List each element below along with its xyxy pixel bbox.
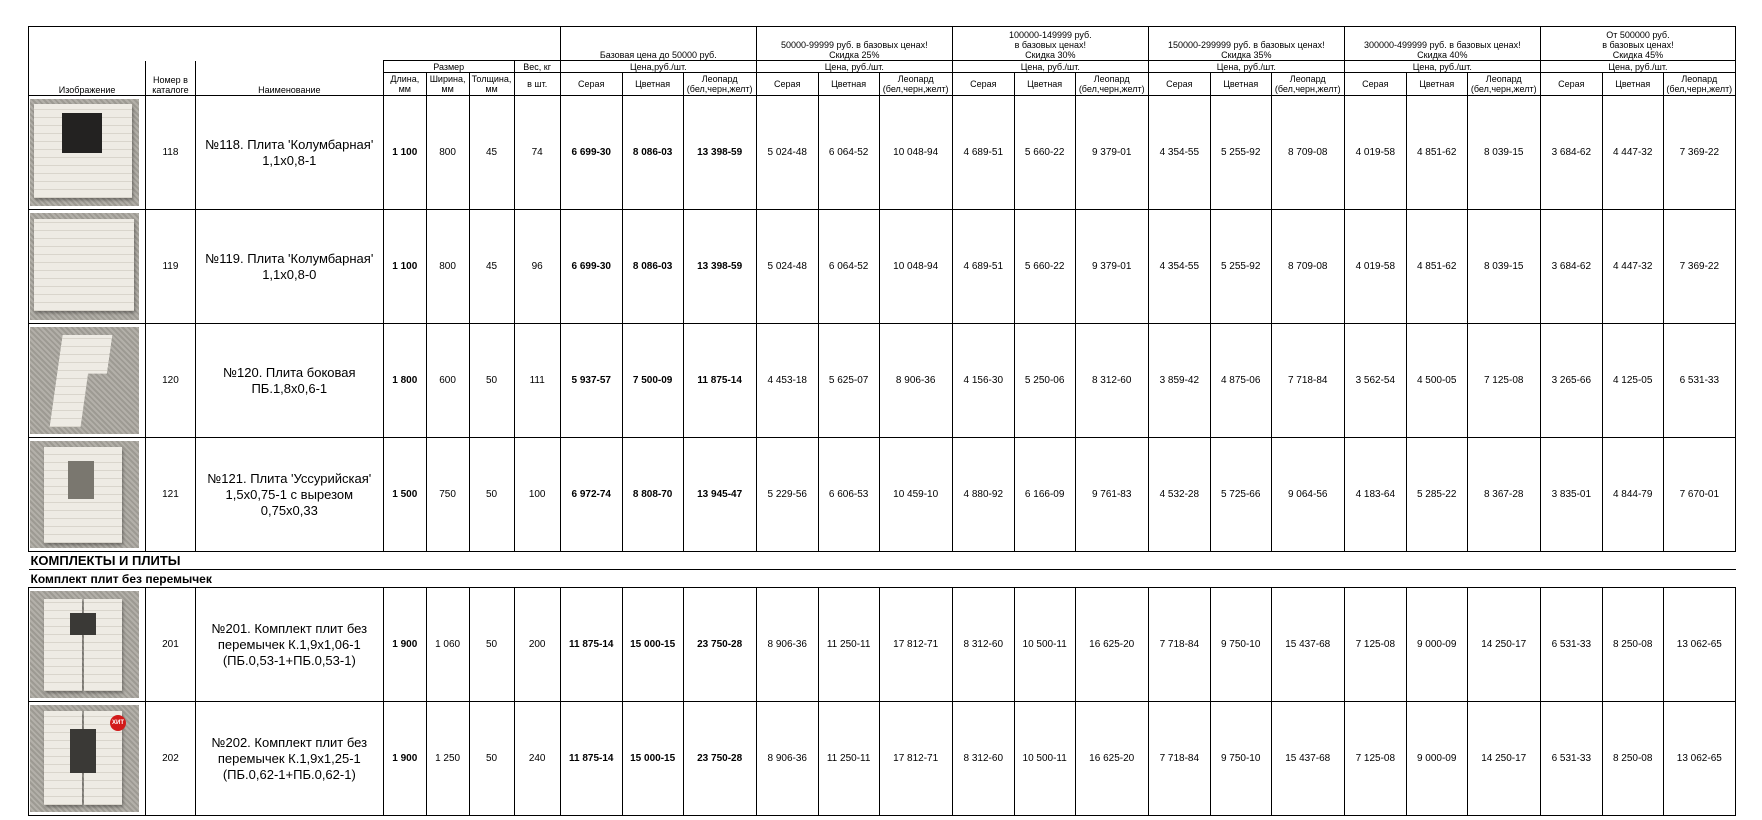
- price-cell: 5 937-57: [560, 324, 622, 438]
- price-cell: 13 945-47: [683, 438, 756, 552]
- col-leopard-header: Леопард (бел,черн,желт): [683, 73, 756, 96]
- price-cell: 3 684-62: [1540, 210, 1602, 324]
- thickness-value: 45: [469, 210, 514, 324]
- thickness-value: 50: [469, 324, 514, 438]
- price-table-wrapper: [28, 26, 1736, 816]
- price-cell: 4 689-51: [952, 96, 1014, 210]
- price-cell: 3 562-54: [1344, 324, 1406, 438]
- catalog-number: 118: [146, 96, 196, 210]
- width-value: 800: [426, 96, 469, 210]
- price-cell: 11 875-14: [683, 324, 756, 438]
- price-cell: 6 531-33: [1540, 588, 1602, 702]
- price-cell: 4 875-06: [1210, 324, 1271, 438]
- product-image-cell: [29, 588, 146, 702]
- product-image-cell: [29, 210, 146, 324]
- col-grey-header: Серая: [1540, 73, 1602, 96]
- price-cell: 13 062-65: [1663, 588, 1735, 702]
- product-name: №121. Плита 'Уссурийская' 1,5х0,75-1 с вырезом 0,75х0,33: [195, 438, 383, 552]
- price-cell: 8 250-08: [1602, 702, 1663, 816]
- col-color-header: Цветная: [1406, 73, 1467, 96]
- price-cell: 17 812-71: [879, 588, 952, 702]
- slab-with-hole-photo: [30, 99, 139, 206]
- section-row: [29, 570, 1736, 588]
- price-cell: 7 369-22: [1663, 210, 1735, 324]
- price-cell: 8 039-15: [1467, 210, 1540, 324]
- price-cell: 4 689-51: [952, 210, 1014, 324]
- tier-header-35: 150000-299999 руб. в базовых ценах! Скидка 35%: [1148, 27, 1344, 61]
- product-name: №118. Плита 'Колумбарная' 1,1х0,8-1: [195, 96, 383, 210]
- price-cell: 5 250-06: [1014, 324, 1075, 438]
- col-grey-header: Серая: [1344, 73, 1406, 96]
- weight-value: 200: [514, 588, 560, 702]
- price-cell: 7 718-84: [1148, 702, 1210, 816]
- catalog-number: 201: [146, 588, 196, 702]
- price-cell: 7 125-08: [1344, 702, 1406, 816]
- col-grey-header: Серая: [1148, 73, 1210, 96]
- kit-slabs-photo: [30, 591, 139, 698]
- thickness-value: 50: [469, 438, 514, 552]
- price-cell: 11 250-11: [818, 702, 879, 816]
- price-cell: 14 250-17: [1467, 588, 1540, 702]
- length-value: 1 900: [383, 588, 426, 702]
- col-width-header: Ширина, мм: [426, 73, 469, 96]
- price-cell: 9 761-83: [1075, 438, 1148, 552]
- price-cell: 7 500-09: [622, 324, 683, 438]
- price-cell: 4 156-30: [952, 324, 1014, 438]
- price-cell: 5 285-22: [1406, 438, 1467, 552]
- price-cell: 11 875-14: [560, 702, 622, 816]
- price-cell: 10 048-94: [879, 210, 952, 324]
- price-cell: 11 875-14: [560, 588, 622, 702]
- table-row: [29, 702, 1736, 816]
- length-value: 1 900: [383, 702, 426, 816]
- width-value: 1 250: [426, 702, 469, 816]
- price-cell: 9 064-56: [1271, 438, 1344, 552]
- price-cell: 8 039-15: [1467, 96, 1540, 210]
- price-cell: 10 500-11: [1014, 702, 1075, 816]
- price-cell: 6 531-33: [1540, 702, 1602, 816]
- col-name-header: Наименование: [195, 61, 383, 96]
- col-leopard-header: Леопард (бел,черн,желт): [1467, 73, 1540, 96]
- price-cell: 7 125-08: [1467, 324, 1540, 438]
- col-per-piece-header: в шт.: [514, 73, 560, 96]
- price-cell: 5 625-07: [818, 324, 879, 438]
- price-cell: 15 000-15: [622, 588, 683, 702]
- price-cell: 14 250-17: [1467, 702, 1540, 816]
- price-cell: 10 048-94: [879, 96, 952, 210]
- subsection-title: Комплект плит без перемычек: [29, 570, 1736, 588]
- price-cell: 3 684-62: [1540, 96, 1602, 210]
- price-table: [28, 26, 1736, 816]
- catalog-number: 119: [146, 210, 196, 324]
- header-blank: [29, 27, 561, 61]
- price-unit-header: Цена, руб./шт.: [1540, 61, 1735, 73]
- price-cell: 6 064-52: [818, 210, 879, 324]
- price-unit-header: Цена, руб./шт.: [1148, 61, 1344, 73]
- price-cell: 6 699-30: [560, 96, 622, 210]
- col-leopard-header: Леопард (бел,черн,желт): [1075, 73, 1148, 96]
- col-grey-header: Серая: [756, 73, 818, 96]
- price-cell: 5 660-22: [1014, 210, 1075, 324]
- price-cell: 8 906-36: [756, 702, 818, 816]
- price-cell: 8 312-60: [1075, 324, 1148, 438]
- price-cell: 3 859-42: [1148, 324, 1210, 438]
- price-cell: 5 660-22: [1014, 96, 1075, 210]
- price-cell: 7 718-84: [1271, 324, 1344, 438]
- price-cell: 4 532-28: [1148, 438, 1210, 552]
- price-cell: 9 379-01: [1075, 210, 1148, 324]
- price-cell: 16 625-20: [1075, 588, 1148, 702]
- product-image-cell: [29, 702, 146, 816]
- col-catalog-header: Номер в каталоге: [146, 61, 196, 96]
- thickness-value: 50: [469, 702, 514, 816]
- catalog-number: 120: [146, 324, 196, 438]
- table-row: [29, 210, 1736, 324]
- table-body: [29, 96, 1736, 816]
- product-name: №119. Плита 'Колумбарная' 1,1х0,8-0: [195, 210, 383, 324]
- price-cell: 13 062-65: [1663, 702, 1735, 816]
- price-cell: 7 670-01: [1663, 438, 1735, 552]
- thickness-value: 50: [469, 588, 514, 702]
- weight-value: 96: [514, 210, 560, 324]
- price-cell: 4 880-92: [952, 438, 1014, 552]
- price-cell: 9 379-01: [1075, 96, 1148, 210]
- col-thickness-header: Толщина, мм: [469, 73, 514, 96]
- col-image-header: Изображение: [29, 61, 146, 96]
- price-cell: 8 250-08: [1602, 588, 1663, 702]
- price-cell: 11 250-11: [818, 588, 879, 702]
- price-cell: 13 398-59: [683, 96, 756, 210]
- section-row: [29, 552, 1736, 570]
- table-row: [29, 438, 1736, 552]
- col-length-header: Длина, мм: [383, 73, 426, 96]
- width-value: 750: [426, 438, 469, 552]
- tier-header-25: 50000-99999 руб. в базовых ценах! Скидка 25%: [756, 27, 952, 61]
- price-cell: 7 718-84: [1148, 588, 1210, 702]
- price-cell: 4 019-58: [1344, 96, 1406, 210]
- price-cell: 6 699-30: [560, 210, 622, 324]
- width-value: 800: [426, 210, 469, 324]
- price-cell: 5 229-56: [756, 438, 818, 552]
- price-cell: 8 808-70: [622, 438, 683, 552]
- product-name: №120. Плита боковая ПБ.1,8х0,6-1: [195, 324, 383, 438]
- col-color-header: Цветная: [622, 73, 683, 96]
- col-leopard-header: Леопард (бел,черн,желт): [1271, 73, 1344, 96]
- catalog-number: 202: [146, 702, 196, 816]
- tier-header-45: От 500000 руб. в базовых ценах! Скидка 45%: [1540, 27, 1735, 61]
- width-value: 1 060: [426, 588, 469, 702]
- product-image-cell: [29, 438, 146, 552]
- price-cell: 9 750-10: [1210, 702, 1271, 816]
- price-cell: 6 166-09: [1014, 438, 1075, 552]
- price-cell: 8 709-08: [1271, 210, 1344, 324]
- col-color-header: Цветная: [1014, 73, 1075, 96]
- price-cell: 8 906-36: [879, 324, 952, 438]
- width-value: 600: [426, 324, 469, 438]
- price-cell: 23 750-28: [683, 702, 756, 816]
- tier-header-30: 100000-149999 руб. в базовых ценах! Скидка 30%: [952, 27, 1148, 61]
- product-image-cell: [29, 324, 146, 438]
- hit-badge: ХИТ: [110, 715, 126, 731]
- price-cell: 4 019-58: [1344, 210, 1406, 324]
- length-value: 1 800: [383, 324, 426, 438]
- col-color-header: Цветная: [818, 73, 879, 96]
- kit-slabs-hole-photo: [30, 705, 139, 812]
- price-cell: 16 625-20: [1075, 702, 1148, 816]
- slab-with-cutout-photo: [30, 441, 139, 548]
- price-cell: 4 453-18: [756, 324, 818, 438]
- price-cell: 8 312-60: [952, 588, 1014, 702]
- price-cell: 5 725-66: [1210, 438, 1271, 552]
- price-cell: 8 906-36: [756, 588, 818, 702]
- price-cell: 5 255-92: [1210, 96, 1271, 210]
- weight-value: 74: [514, 96, 560, 210]
- section-title: КОМПЛЕКТЫ И ПЛИТЫ: [29, 552, 1736, 570]
- price-cell: 9 750-10: [1210, 588, 1271, 702]
- price-cell: 4 851-62: [1406, 210, 1467, 324]
- price-cell: 4 447-32: [1602, 96, 1663, 210]
- tier-header-40: 300000-499999 руб. в базовых ценах! Скидка 40%: [1344, 27, 1540, 61]
- price-cell: 5 024-48: [756, 210, 818, 324]
- table-row: [29, 324, 1736, 438]
- price-cell: 10 459-10: [879, 438, 952, 552]
- side-slab-photo: [30, 327, 139, 434]
- col-grey-header: Серая: [952, 73, 1014, 96]
- price-unit-header: Цена, руб./шт.: [952, 61, 1148, 73]
- length-value: 1 100: [383, 210, 426, 324]
- price-cell: 4 447-32: [1602, 210, 1663, 324]
- price-cell: 8 367-28: [1467, 438, 1540, 552]
- price-cell: 23 750-28: [683, 588, 756, 702]
- price-cell: 8 086-03: [622, 210, 683, 324]
- price-cell: 6 531-33: [1663, 324, 1735, 438]
- price-cell: 4 354-55: [1148, 210, 1210, 324]
- price-cell: 4 125-05: [1602, 324, 1663, 438]
- price-cell: 7 369-22: [1663, 96, 1735, 210]
- price-cell: 9 000-09: [1406, 588, 1467, 702]
- price-cell: 10 500-11: [1014, 588, 1075, 702]
- price-cell: 15 000-15: [622, 702, 683, 816]
- price-cell: 8 709-08: [1271, 96, 1344, 210]
- col-weight-header: Вес, кг: [514, 61, 560, 73]
- price-cell: 15 437-68: [1271, 588, 1344, 702]
- price-cell: 7 125-08: [1344, 588, 1406, 702]
- table-row: [29, 588, 1736, 702]
- price-cell: 4 354-55: [1148, 96, 1210, 210]
- price-cell: 6 972-74: [560, 438, 622, 552]
- price-cell: 5 255-92: [1210, 210, 1271, 324]
- price-cell: 4 183-64: [1344, 438, 1406, 552]
- price-cell: 17 812-71: [879, 702, 952, 816]
- price-cell: 4 844-79: [1602, 438, 1663, 552]
- col-color-header: Цветная: [1210, 73, 1271, 96]
- solid-slab-photo: [30, 213, 139, 320]
- col-leopard-header: Леопард (бел,черн,желт): [1663, 73, 1735, 96]
- table-row: [29, 96, 1736, 210]
- price-cell: 8 312-60: [952, 702, 1014, 816]
- price-cell: 6 606-53: [818, 438, 879, 552]
- weight-value: 100: [514, 438, 560, 552]
- product-name: №201. Комплект плит без перемычек К.1,9х1,06-1 (ПБ.0,53-1+ПБ.0,53-1): [195, 588, 383, 702]
- price-cell: 3 265-66: [1540, 324, 1602, 438]
- weight-value: 240: [514, 702, 560, 816]
- col-color-header: Цветная: [1602, 73, 1663, 96]
- price-unit-header: Цена,руб./шт.: [560, 61, 756, 73]
- price-cell: 8 086-03: [622, 96, 683, 210]
- price-cell: 4 851-62: [1406, 96, 1467, 210]
- weight-value: 111: [514, 324, 560, 438]
- length-value: 1 500: [383, 438, 426, 552]
- price-cell: 4 500-05: [1406, 324, 1467, 438]
- product-image-cell: [29, 96, 146, 210]
- col-grey-header: Серая: [560, 73, 622, 96]
- length-value: 1 100: [383, 96, 426, 210]
- col-size-header: Размер: [383, 61, 514, 73]
- product-name: №202. Комплект плит без перемычек К.1,9х1,25-1 (ПБ.0,62-1+ПБ.0,62-1): [195, 702, 383, 816]
- price-cell: 6 064-52: [818, 96, 879, 210]
- thickness-value: 45: [469, 96, 514, 210]
- price-cell: 13 398-59: [683, 210, 756, 324]
- catalog-number: 121: [146, 438, 196, 552]
- price-unit-header: Цена, руб./шт.: [1344, 61, 1540, 73]
- price-unit-header: Цена, руб./шт.: [756, 61, 952, 73]
- price-cell: 15 437-68: [1271, 702, 1344, 816]
- price-cell: 3 835-01: [1540, 438, 1602, 552]
- price-cell: 9 000-09: [1406, 702, 1467, 816]
- price-cell: 5 024-48: [756, 96, 818, 210]
- tier-header-base: Базовая цена до 50000 руб.: [560, 27, 756, 61]
- col-leopard-header: Леопард (бел,черн,желт): [879, 73, 952, 96]
